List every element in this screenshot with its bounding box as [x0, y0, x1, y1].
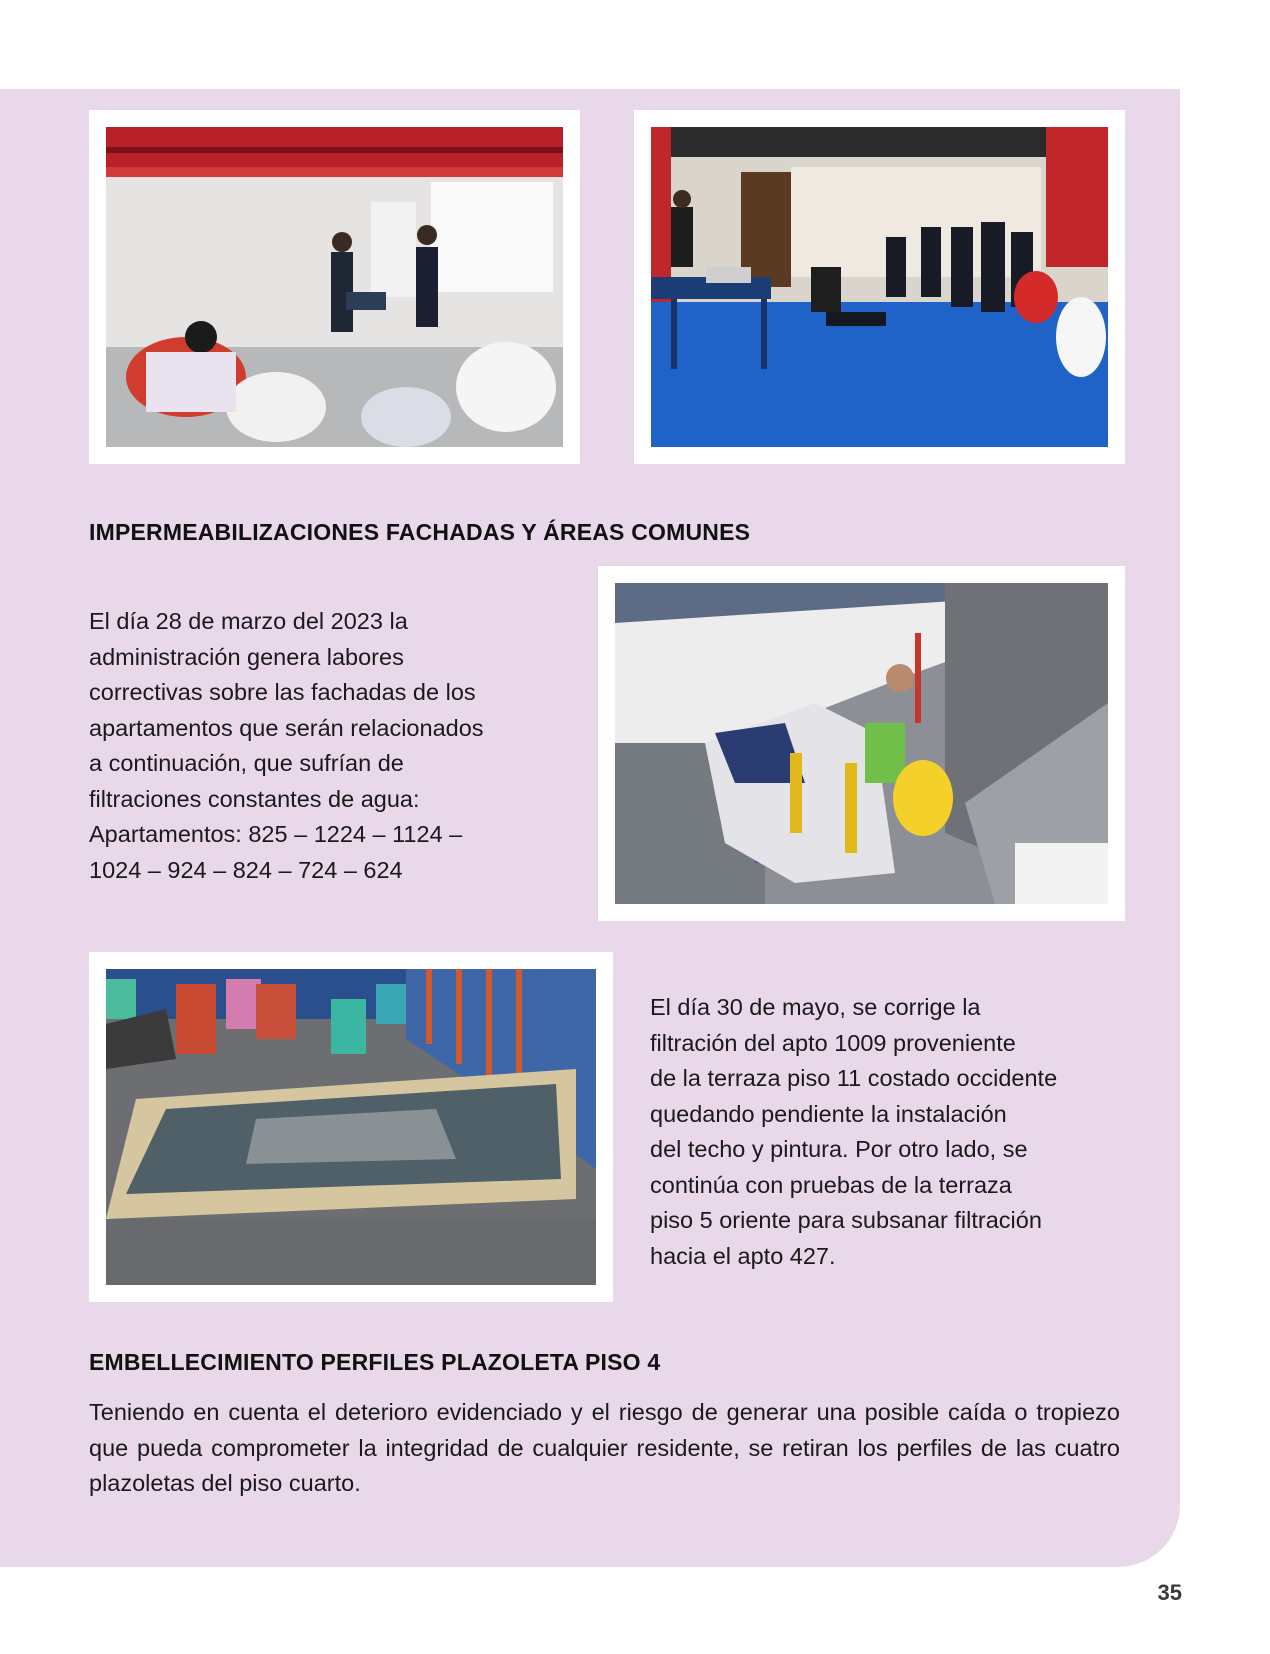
paragraph-terrace-line: El día 30 de mayo, se corrige la	[650, 994, 981, 1020]
paragraph-beautification: Teniendo en cuenta el deterioro evidenciado y el riesgo de generar una posible caída o tropiezo que pueda comprometer la integridad de cualquier residente, se retiran los perfiles de las cuatro plazoletas del piso cuarto.	[89, 1399, 1120, 1496]
paragraph-terrace-line: filtración del apto 1009 proveniente	[650, 1029, 1016, 1056]
paragraph-facades	[89, 604, 609, 888]
paragraph-facades-line: apartamentos que serán relacionados	[89, 714, 484, 741]
paragraph-terrace-line: del techo y pintura. Por otro lado, se	[650, 1136, 1028, 1162]
paragraph-terrace-line: de la terraza piso 11 costado occidente	[650, 1065, 1058, 1091]
paragraph-terrace	[650, 990, 1130, 1274]
photo-frame-terrace	[89, 952, 613, 1302]
photo-terrace-waterproofing	[106, 969, 596, 1285]
paragraph-terrace-line: hacia el apto 427.	[650, 1242, 836, 1269]
paragraph-terrace-line: piso 5 oriente para subsanar filtración	[650, 1207, 1042, 1233]
photo-first-aid-training	[651, 127, 1108, 447]
paragraph-terrace-line: continúa con pruebas de la terraza	[650, 1171, 1012, 1198]
paragraph-facades-line: 1024 – 924 – 824 – 724 – 624	[89, 856, 403, 883]
paragraph-facades-line: correctivas sobre las fachadas de los	[89, 679, 476, 705]
page-number: 35	[1157, 1580, 1182, 1605]
photo-training-room	[106, 127, 563, 447]
photo-facade-worker	[615, 583, 1108, 904]
section-heading-waterproofing: IMPERMEABILIZACIONES FACHADAS Y ÁREAS COMUNES	[89, 519, 751, 545]
paragraph-facades-line: Apartamentos: 825 – 1224 – 1124 –	[89, 821, 463, 847]
paragraph-facades-line: filtraciones constantes de agua:	[89, 785, 420, 812]
photo-frame-first-aid-training	[634, 110, 1125, 464]
photo-frame-training-room	[89, 110, 580, 464]
paragraph-facades-line: El día 28 de marzo del 2023 la	[89, 608, 408, 634]
section-heading-beautification: EMBELLECIMIENTO PERFILES PLAZOLETA PISO 4	[89, 1349, 661, 1375]
paragraph-terrace-line: quedando pendiente la instalación	[650, 1100, 1007, 1127]
paragraph-facades-line: a continuación, que sufrían de	[89, 750, 404, 776]
photo-frame-facade-worker	[598, 566, 1125, 921]
paragraph-facades-line: administración genera labores	[89, 643, 404, 670]
